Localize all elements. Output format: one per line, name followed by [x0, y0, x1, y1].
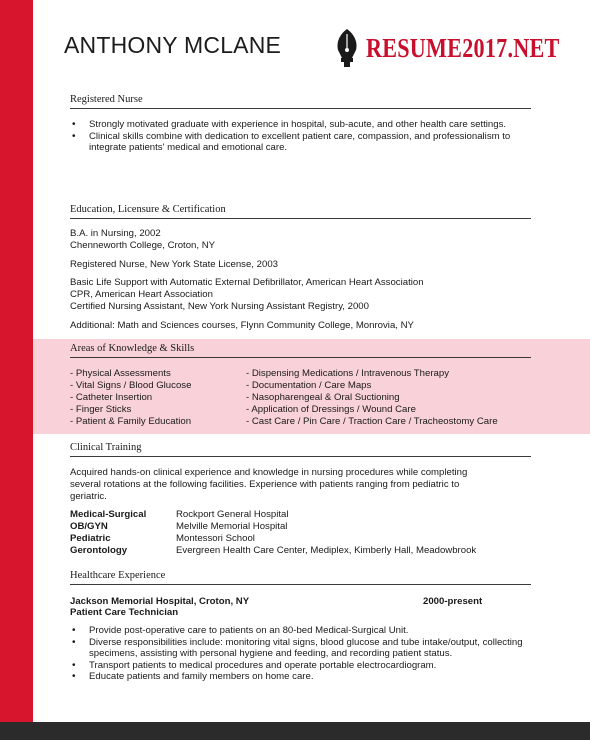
site-logo[interactable]: [334, 26, 590, 70]
employer: Jackson Memorial Hospital, Croton, NY: [70, 596, 250, 607]
facility-area: Gerontology: [70, 545, 128, 556]
section-heading-skills: Areas of Knowledge & Skills: [70, 343, 531, 358]
list-item: - Application of Dressings / Wound Care: [246, 404, 416, 415]
list-item: • Diverse responsibilities include: monitoring vital signs, blood glucose and tube intake/output, collecting specimens, assisting with personal hygiene and feeding, and recording patient status.: [70, 637, 530, 660]
degree-school: Chenneworth College, Croton, NY: [70, 240, 216, 251]
list-item: - Physical Assessments: [70, 368, 171, 379]
certification-line: Basic Life Support with Automatic External Defibrillator, American Heart Association: [70, 277, 424, 288]
skills-list-left: [70, 368, 191, 428]
facility-area: Pediatric: [70, 533, 111, 544]
additional-courses: Additional: Math and Sciences courses, Flynn Community College, Monrovia, NY: [70, 320, 414, 331]
facility-name: Evergreen Health Care Center, Mediplex, Kimberly Hall, Meadowbrook: [176, 545, 477, 556]
list-item: - Dispensing Medications / Intravenous Therapy: [246, 368, 449, 379]
facility-name: Melville Memorial Hospital: [176, 521, 288, 532]
certification-line: CPR, American Heart Association: [70, 289, 213, 300]
facility-name: Montessori School: [176, 533, 255, 544]
experience-list: [70, 625, 530, 683]
facility-area: OB/GYN: [70, 521, 108, 532]
list-item: • Educate patients and family members on home care.: [70, 671, 530, 683]
objective-list: [70, 119, 530, 154]
list-item: • Strongly motivated graduate with experience in hospital, sub-acute, and other health care settings.: [70, 119, 530, 131]
candidate-name: ANTHONY MCLANE: [64, 32, 282, 58]
section-heading-experience: Healthcare Experience: [70, 570, 531, 585]
clinical-intro: several rotations at the following facilities. Experience with patients ranging from pediatric to: [70, 479, 460, 490]
list-item: - Vital Signs / Blood Glucose: [70, 380, 192, 391]
list-item: - Cast Care / Pin Care / Traction Care / Tracheostomy Care: [246, 416, 498, 427]
clinical-intro: Acquired hands-on clinical experience and knowledge in nursing procedures while completing: [70, 467, 468, 478]
footer-bar: [0, 722, 590, 740]
list-item: - Finger Sticks: [70, 404, 132, 415]
list-item: - Catheter Insertion: [70, 392, 153, 403]
employment-dates: 2000-present: [423, 596, 483, 607]
license-line: Registered Nurse, New York State License, 2003: [70, 259, 278, 270]
list-item: • Transport patients to medical procedures and operate portable electrocardiogram.: [70, 660, 530, 672]
section-heading-clinical: Clinical Training: [70, 442, 531, 457]
list-item: • Provide post-operative care to patients on an 80-bed Medical-Surgical Unit.: [70, 625, 530, 637]
list-item: • Clinical skills combine with dedication to excellent patient care, compassion, and professionalism to integrate patients' medical and emotional care.: [70, 131, 530, 154]
degree-line: B.A. in Nursing, 2002: [70, 228, 161, 239]
fountain-pen-nib-icon: [334, 28, 360, 68]
section-heading-objective: Registered Nurse: [70, 94, 531, 109]
job-title: Patient Care Technician: [70, 607, 179, 618]
facility-name: Rockport General Hospital: [176, 509, 289, 520]
list-item: - Nasopharengeal & Oral Suctioning: [246, 392, 400, 403]
clinical-intro: geriatric.: [70, 491, 107, 502]
skills-list-right: [246, 368, 498, 428]
list-item: - Documentation / Care Maps: [246, 380, 372, 391]
section-heading-education: Education, Licensure & Certification: [70, 204, 531, 219]
certification-line: Certified Nursing Assistant, New York Nursing Assistant Registry, 2000: [70, 301, 369, 312]
left-accent-bar: [0, 0, 33, 722]
facility-area: Medical-Surgical: [70, 509, 147, 520]
logo-text: RESUME2017.NET: [366, 32, 560, 63]
list-item: - Patient & Family Education: [70, 416, 192, 427]
